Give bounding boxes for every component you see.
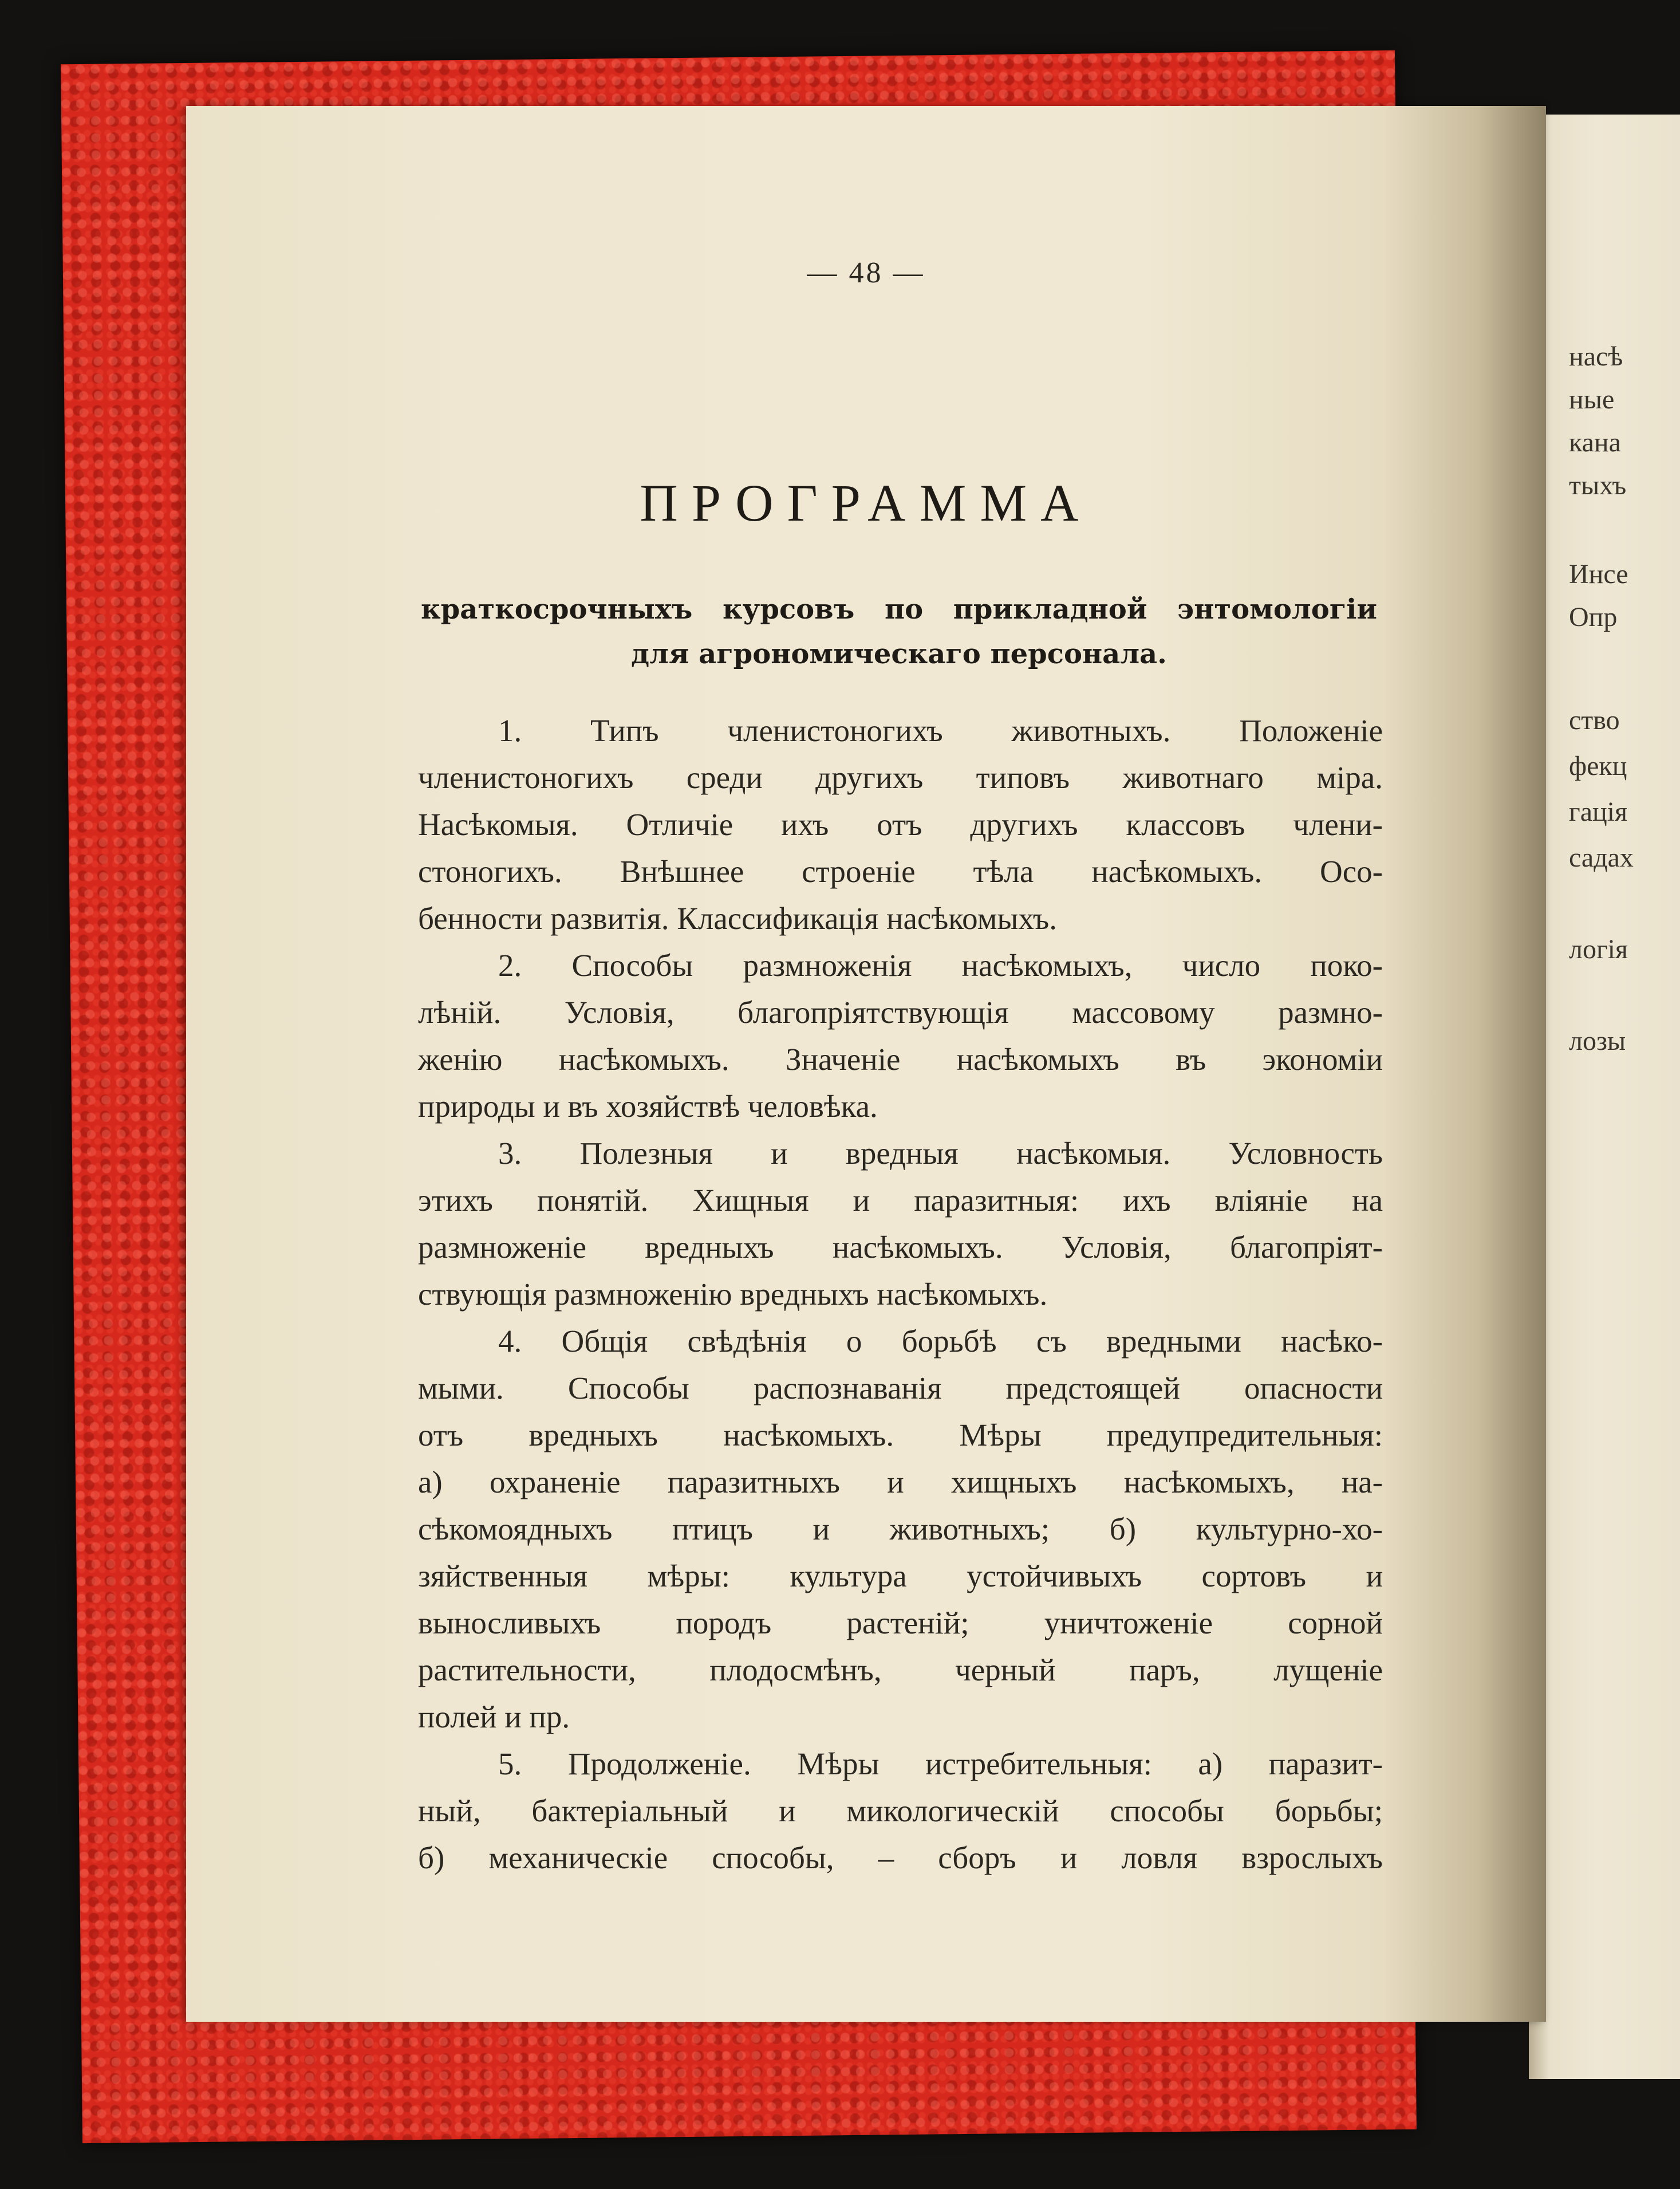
body-line: мыми. Способы распознаванія предстоящей опасности <box>418 1371 1383 1405</box>
body-line: сѣкомоядныхъ птицъ и животныхъ; б) культурно-хо- <box>418 1511 1383 1546</box>
body-line: б) механическіе способы, – сборъ и ловля взрослыхъ <box>418 1840 1383 1875</box>
body-line: размноженіе вредныхъ насѣкомыхъ. Условія, благопріят- <box>418 1230 1383 1265</box>
body-line: 5. Продолженіе. Мѣры истребительныя: а) паразит- <box>498 1746 1383 1781</box>
body-line: отъ вредныхъ насѣкомыхъ. Мѣры предупредительныя: <box>418 1418 1383 1452</box>
right-page-line: садах <box>1569 842 1634 873</box>
right-page-line: Опр <box>1569 602 1618 632</box>
body-line: бенности развитія. Классификація насѣкомыхъ. <box>418 901 1057 936</box>
right-page-line: кана <box>1569 427 1621 458</box>
page-number: — 48 — <box>807 257 925 289</box>
page-title: ПРОГРАММА <box>640 474 1093 532</box>
body-line: ный, бактеріальный и микологическій способы борьбы; <box>418 1793 1383 1828</box>
right-page-line: ные <box>1569 384 1615 415</box>
body-line: полей и пр. <box>418 1699 570 1734</box>
right-page-line: Инсе <box>1569 559 1628 589</box>
body-line: 3. Полезныя и вредныя насѣкомыя. Условность <box>498 1136 1383 1171</box>
right-page <box>1529 115 1680 2079</box>
body-line: выносливыхъ породъ растеній; уничтоженіе сорной <box>418 1605 1383 1640</box>
body-line: ствующія размноженію вредныхъ насѣкомыхъ. <box>418 1277 1048 1312</box>
body-line: членистоногихъ среди другихъ типовъ животнаго міра. <box>418 760 1383 795</box>
body-line: природы и въ хозяйствѣ человѣка. <box>418 1089 878 1124</box>
subtitle-line: краткосрочныхъ курсовъ по прикладной энтомологіи <box>421 593 1377 625</box>
body-line: 4. Общія свѣдѣнія о борьбѣ съ вредными насѣко- <box>498 1324 1383 1359</box>
subtitle-line: для агрономическаго персонала. <box>631 638 1167 670</box>
right-page-line: лозы <box>1569 1026 1626 1056</box>
right-page-line: тыхъ <box>1569 470 1627 501</box>
right-page-line: логія <box>1569 934 1628 964</box>
body-line: Насѣкомыя. Отличіе ихъ отъ другихъ классовъ члени- <box>418 807 1383 842</box>
body-line: женію насѣкомыхъ. Значеніе насѣкомыхъ въ экономіи <box>418 1042 1383 1077</box>
body-line: 2. Способы размноженія насѣкомыхъ, число поко- <box>498 948 1383 983</box>
subtitle <box>421 587 1377 676</box>
right-page-line: насѣ <box>1569 341 1623 372</box>
right-page-line: гація <box>1569 797 1628 827</box>
right-page-line: фекц <box>1569 751 1627 781</box>
body-text <box>418 707 1383 1881</box>
body-line: лѣній. Условія, благопріятствующія массовому размно- <box>418 995 1383 1030</box>
body-line: растительности, плодосмѣнъ, черный паръ, лущеніе <box>418 1652 1383 1687</box>
body-line: 1. Типъ членистоногихъ животныхъ. Положеніе <box>498 713 1383 748</box>
body-line: зяйственныя мѣры: культура устойчивыхъ сортовъ и <box>418 1558 1383 1593</box>
body-line: а) охраненіе паразитныхъ и хищныхъ насѣкомыхъ, на- <box>418 1464 1383 1499</box>
right-page-line: ство <box>1569 705 1620 735</box>
body-line: этихъ понятій. Хищныя и паразитныя: ихъ вліяніе на <box>418 1183 1383 1218</box>
body-line: стоногихъ. Внѣшнее строеніе тѣла насѣкомыхъ. Осо- <box>418 854 1383 889</box>
left-page <box>186 106 1546 2022</box>
